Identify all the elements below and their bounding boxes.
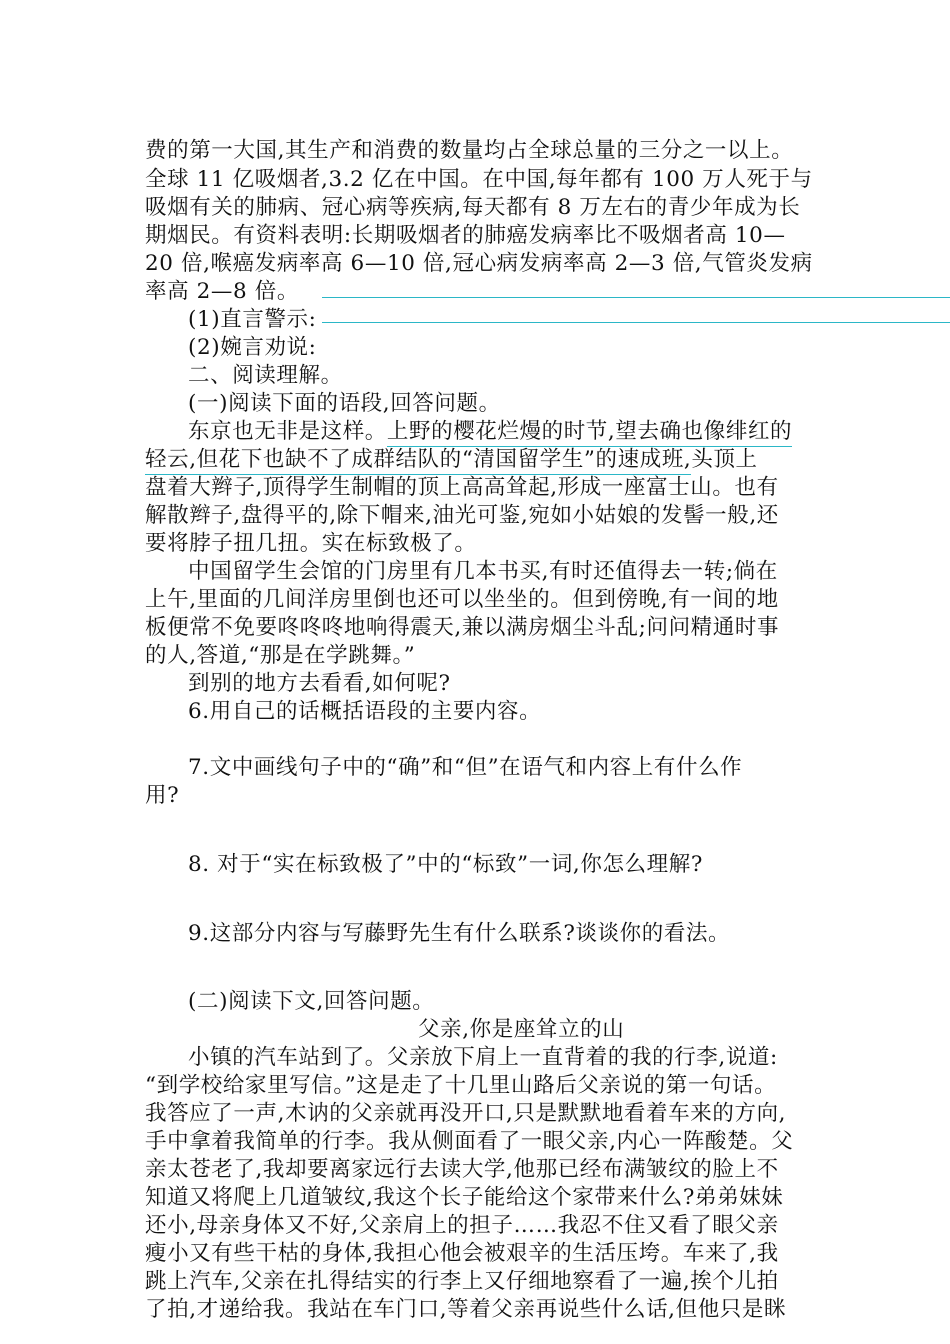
tactful-advice-answer-line[interactable] [322, 322, 950, 323]
paragraph-line: 知道又将爬上几道皱纹,我这个长子能给这个家带来什么?弟弟妹妹 [145, 1185, 784, 1210]
paragraph-line: 了拍,才递给我。我站在车门口,等着父亲再说些什么话,但他只是眯 [145, 1297, 787, 1322]
paragraph-line: 瘦小又有些干枯的身体,我担心他会被艰辛的生活压垮。车来了,我 [145, 1241, 779, 1266]
paragraph-line: 期烟民。有资料表明:长期吸烟者的肺癌发病率比不吸烟者高 10— [145, 223, 786, 248]
paragraph-line: 还小,母亲身体又不好,父亲肩上的担子……我忍不住又看了眼父亲 [145, 1213, 779, 1238]
underlined-sentence: 上野的樱花烂熳的时节,望去确也像绯红的 [387, 419, 792, 447]
question-7: 7.文中画线句子中的“确”和“但”在语气和内容上有什么作 [188, 755, 743, 780]
paragraph-line: 小镇的汽车站到了。父亲放下肩上一直背着的我的行李,说道: [188, 1045, 778, 1070]
part-heading: (二)阅读下文,回答问题。 [188, 989, 435, 1014]
paragraph-line: 率高 2—8 倍。 [145, 279, 299, 304]
paragraph-line: 20 倍,喉癌发病率高 6—10 倍,冠心病发病率高 2—3 倍,气管炎发病 [145, 251, 813, 276]
paragraph-line: 手中拿着我简单的行李。我从侧面看了一眼父亲,内心一阵酸楚。父 [145, 1129, 794, 1154]
paragraph-line: 中国留学生会馆的门房里有几本书买,有时还值得去一转;倘在 [188, 559, 778, 584]
plain-text: 东京也无非是这样。 [188, 419, 387, 444]
paragraph-line [145, 446, 758, 474]
paragraph-line: 上午,里面的几间洋房里倒也还可以坐坐的。但到傍晚,有一间的地 [145, 587, 779, 612]
underlined-sentence: 轻云,但花下也缺不了成群结队的“清国留学生”的速成班, [145, 447, 691, 475]
paragraph-line: 盘着大辫子,顶得学生制帽的顶上高高耸起,形成一座富士山。也有 [145, 475, 779, 500]
paragraph-line: 我答应了一声,木讷的父亲就再没开口,只是默默地看着车来的方向, [145, 1101, 787, 1126]
direct-warning-label: (1)直言警示: [188, 307, 317, 332]
question-6: 6.用自己的话概括语段的主要内容。 [188, 699, 542, 724]
part-heading: (一)阅读下面的语段,回答问题。 [188, 391, 501, 416]
paragraph-line: 板便常不免要咚咚咚地响得震天,兼以满房烟尘斗乱;问问精通时事 [145, 615, 780, 640]
paragraph-line [188, 418, 792, 446]
paragraph-line: 全球 11 亿吸烟者,3.2 亿在中国。在中国,每年都有 100 万人死于与 [145, 167, 813, 192]
section-heading: 二、阅读理解。 [188, 363, 343, 388]
question-8: 8. 对于“实在标致极了”中的“标致”一词,你怎么理解? [188, 852, 703, 877]
paragraph-line: 亲太苍老了,我却要离家远行去读大学,他那已经布满皱纹的脸上不 [145, 1157, 779, 1182]
paragraph-line: “到学校给家里写信。”这是走了十几里山路后父亲说的第一句话。 [145, 1073, 777, 1098]
paragraph-line: 费的第一大国,其生产和消费的数量均占全球总量的三分之一以上。 [145, 138, 794, 163]
paragraph-line: 到别的地方去看看,如何呢? [188, 671, 451, 696]
paragraph-line: 的人,答道,“那是在学跳舞。” [145, 643, 416, 668]
tactful-advice-label: (2)婉言劝说: [188, 335, 317, 360]
question-9: 9.这部分内容与写藤野先生有什么联系?谈谈你的看法。 [188, 921, 731, 946]
direct-warning-answer-line[interactable] [322, 297, 950, 298]
paragraph-line: 解散辫子,盘得平的,除下帽来,油光可鉴,宛如小姑娘的发髻一般,还 [145, 503, 779, 528]
question-7-continued: 用? [145, 783, 180, 808]
paragraph-line: 跳上汽车,父亲在扎得结实的行李上又仔细地察看了一遍,挨个儿拍 [145, 1269, 779, 1294]
paragraph-line: 要将脖子扭几扭。实在标致极了。 [145, 531, 477, 556]
paragraph-line: 吸烟有关的肺病、冠心病等疾病,每天都有 8 万左右的青少年成为长 [145, 195, 801, 220]
story-title: 父亲,你是座耸立的山 [418, 1017, 625, 1042]
plain-text: 头顶上 [691, 447, 758, 472]
